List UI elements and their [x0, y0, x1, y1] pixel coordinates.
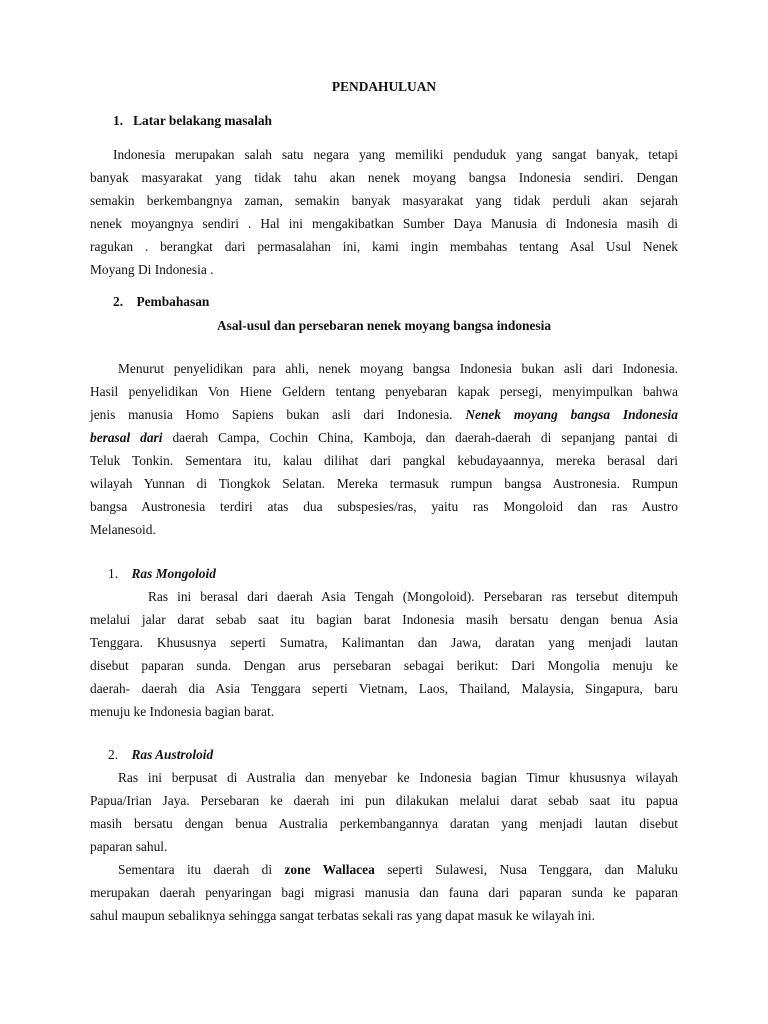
paragraph-line: Menurut penyelidikan para ahli, nenek moyang bangsa Indonesia bukan asli dari Indonesia. [118, 361, 678, 376]
mongoloid-number: 1. [108, 566, 119, 581]
austroloid-heading [108, 747, 696, 763]
paragraph-line: daerah- daerah dia Asia Tenggara seperti Vietnam, Laos, Thailand, Malaysia, Singapura, baru [90, 681, 678, 696]
paragraph-line: menuju ke Indonesia bagian barat. [90, 704, 275, 719]
emphasis-text: zone Wallacea [284, 862, 375, 877]
text-run: Sementara itu daerah di [118, 862, 285, 877]
section-1-heading [113, 113, 701, 129]
austroloid-heading-text: Ras Austroloid [131, 747, 214, 762]
emphasis-text: Nenek moyang bangsa Indonesia [465, 407, 678, 422]
paragraph-line: Teluk Tonkin. Sementara itu, kalau dilihat dari pangkal kebudayaannya, mereka berasal dari [90, 453, 678, 468]
paragraph-line [90, 407, 678, 423]
section-1-number: 1. [113, 113, 124, 128]
paragraph-line: Melanesoid. [90, 522, 156, 537]
paragraph-line: ragukan . berangkat dari permasalahan ini, kami ingin membahas tentang Asal Usul Nenek [90, 239, 678, 254]
paragraph-line: masih bersatu dengan benua Australia perkembangannya daratan yang menjadi lautan disebut [90, 816, 678, 831]
mongoloid-heading-text: Ras Mongoloid [131, 566, 216, 581]
section-2-subtitle: Asal-usul dan persebaran nenek moyang bangsa indonesia [216, 318, 552, 333]
paragraph-line: sahul maupun sebaliknya sehingga sangat terbatas sekali ras yang dapat masuk ke wilayah ini. [90, 908, 595, 923]
text-run: jenis manusia Homo Sapiens bukan asli dari Indonesia. [90, 407, 453, 422]
paragraph-line: Tenggara. Khususnya seperti Sumatra, Kalimantan dan Jawa, daratan yang menjadi lautan [90, 635, 678, 650]
paragraph-line: disebut paparan sunda. Dengan arus persebaran sebagai berikut: Dari Mongolia menuju ke [90, 658, 678, 673]
page-title: PENDAHULUAN [331, 79, 437, 94]
text-run: daerah Campa, Cochin China, Kamboja, dan daerah-daerah di sepanjang pantai di [162, 430, 678, 445]
paragraph-line: melalui jalar darat sebab saat itu bagian barat Indonesia masih bersatu dengan benua Asia [90, 612, 678, 627]
paragraph-line: merupakan daerah penyaringan bagi migrasi manusia dan fauna dari paparan sunda ke paparan [90, 885, 678, 900]
section-1-heading-text: Latar belakang masalah [133, 113, 272, 128]
paragraph-line: Hasil penyelidikan Von Hiene Geldern tentang penyebaran kapak persegi, menyimpulkan bahwa [90, 384, 678, 399]
paragraph-line [118, 862, 678, 878]
paragraph-line: bangsa Austronesia terdiri atas dua subspesies/ras, yaitu ras Mongoloid dan ras Austro [90, 499, 678, 514]
paragraph-line: nenek moyangnya sendiri . Hal ini mengakibatkan Sumber Daya Manusia di Indonesia masih di [90, 216, 678, 231]
section-2-heading [113, 294, 701, 310]
section-2-heading-text: Pembahasan [136, 294, 210, 309]
paragraph-line: banyak masyarakat yang tidak tahu akan nenek moyang bangsa Indonesia sendiri. Dengan [90, 170, 678, 185]
paragraph-line: semakin berkembangnya zaman, semakin banyak masyarakat yang tidak perduli akan sejarah [90, 193, 678, 208]
paragraph-line: paparan sahul. [90, 839, 168, 854]
text-run: seperti Sulawesi, Nusa Tenggara, dan Maluku [374, 862, 679, 877]
section-2-number: 2. [113, 294, 124, 309]
paragraph-line [90, 430, 678, 446]
paragraph-line: Moyang Di Indonesia . [90, 262, 214, 277]
paragraph-line: Papua/Irian Jaya. Persebaran ke daerah ini pun dilakukan melalui darat sebab saat itu papua [90, 793, 678, 808]
mongoloid-heading [108, 566, 696, 582]
paragraph-line: Indonesia merupakan salah satu negara yang memiliki penduduk yang sangat banyak, tetapi [113, 147, 678, 162]
austroloid-number: 2. [108, 747, 119, 762]
paragraph-line: Ras ini berpusat di Australia dan menyebar ke Indonesia bagian Timur khususnya wilayah [118, 770, 678, 785]
emphasis-text: berasal dari [90, 430, 163, 445]
paragraph-line: wilayah Yunnan di Tiongkok Selatan. Mereka termasuk rumpun bangsa Austronesia. Rumpun [90, 476, 678, 491]
paragraph-line: Ras ini berasal dari daerah Asia Tengah (Mongoloid). Persebaran ras tersebut ditempuh [148, 589, 678, 604]
